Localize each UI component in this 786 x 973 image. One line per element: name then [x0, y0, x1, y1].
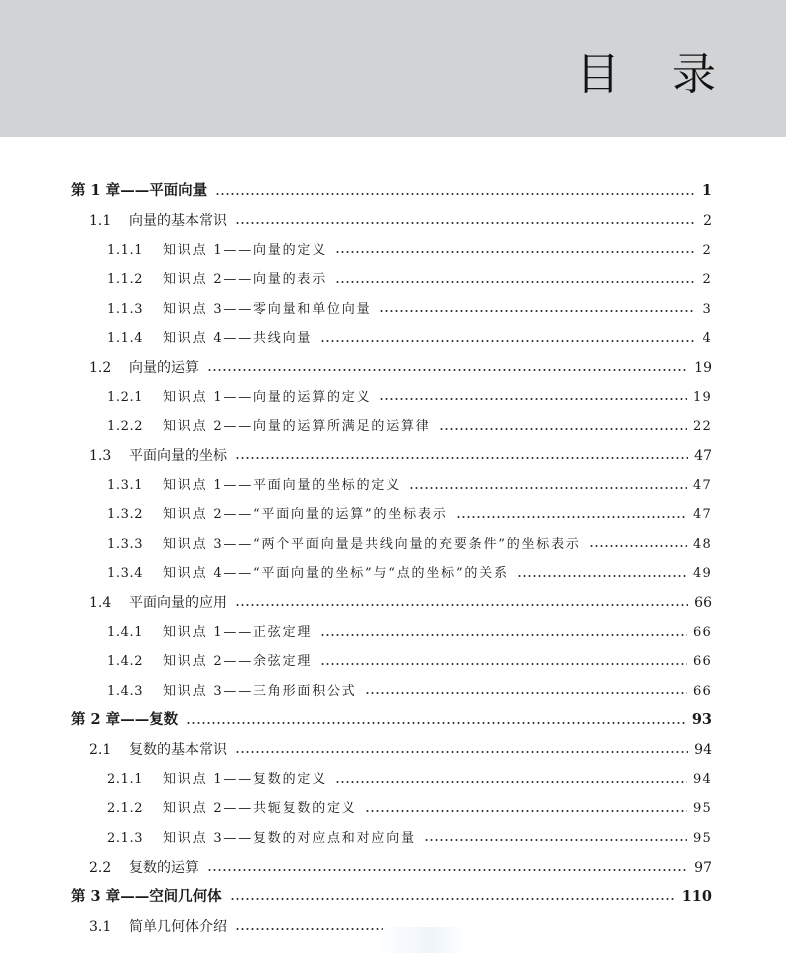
title-char-1: 目 [576, 49, 620, 100]
dot-leader [207, 869, 688, 871]
toc-entry-page: 2 [703, 212, 712, 229]
toc-entry-number: 1.4.3 [107, 683, 144, 699]
toc-entry-sub[interactable] [107, 500, 712, 529]
toc-entry-page: 66 [693, 625, 712, 640]
toc-entry-page: 2 [702, 272, 712, 288]
toc-entry-page: 48 [693, 536, 712, 552]
toc-entry-page: 66 [693, 683, 712, 699]
toc-entry-number: 1.1.2 [107, 272, 144, 288]
dot-leader [456, 516, 688, 518]
dot-leader [235, 222, 694, 224]
toc-entry-title: 平面向量的应用 [129, 595, 227, 612]
toc-entry-section[interactable] [89, 442, 712, 471]
toc-entry-sub[interactable] [107, 824, 712, 853]
toc-entry-sub[interactable] [107, 295, 712, 324]
toc-entry-page: 47 [693, 507, 712, 523]
dot-leader [186, 722, 686, 724]
toc-entry-number: 1.4.1 [107, 625, 144, 640]
toc-entry-title: 知识点 1——平面向量的坐标的定义 [163, 478, 402, 493]
toc-entry-page: 66 [694, 595, 712, 612]
toc-entry-sub[interactable] [107, 765, 712, 794]
toc-entry-page: 95 [693, 801, 712, 817]
page-title [576, 40, 716, 110]
toc-entry-page: 19 [693, 389, 712, 405]
toc-entry-number: 2.1.2 [107, 801, 144, 817]
toc-entry-title: ——平面向量 [120, 182, 208, 200]
toc-entry-section[interactable] [89, 853, 712, 882]
toc-entry-title: 知识点 1——复数的定义 [163, 772, 328, 787]
toc-entry-title: 知识点 3——“两个平面向量是共线向量的充要条件”的坐标表示 [163, 536, 581, 552]
dot-leader [589, 545, 687, 547]
toc-entry-page: 95 [693, 830, 712, 846]
toc-entry-page: 47 [693, 478, 712, 493]
toc-entry-page: 4 [702, 331, 712, 346]
toc-entry-page: 66 [693, 654, 712, 670]
toc-entry-page: 22 [693, 419, 712, 435]
toc-entry-section[interactable] [89, 589, 712, 618]
toc-entry-title: 知识点 3——复数的对应点和对应向量 [163, 830, 416, 846]
dot-leader [235, 928, 383, 930]
toc-entry-title: 知识点 1——正弦定理 [163, 625, 313, 640]
toc-entry-sub[interactable] [107, 265, 712, 294]
toc-entry-page: 1 [701, 182, 712, 200]
toc-entry-title: 知识点 2——余弦定理 [163, 654, 313, 670]
dot-leader [320, 340, 694, 342]
toc-entry-number: 1.1.4 [107, 331, 144, 346]
toc-entry-page: 94 [693, 772, 712, 787]
toc-entry-page: 47 [694, 448, 712, 465]
toc-entry-title: 知识点 3——零向量和单位向量 [163, 301, 372, 317]
toc-entry-number: 3.1 [89, 918, 112, 935]
toc-entry-sub[interactable] [107, 559, 712, 588]
toc-entry-number: 2.1 [89, 742, 112, 759]
title-char-2: 录 [672, 49, 716, 100]
toc-entry-sub[interactable] [107, 471, 712, 500]
toc-entry-sub[interactable] [107, 412, 712, 441]
dot-leader [335, 781, 687, 783]
toc-entry-chapter[interactable] [71, 706, 712, 735]
toc-entry-page: 19 [694, 359, 712, 376]
toc-entry-sub[interactable] [107, 324, 712, 353]
toc-entry-number: 1.3.3 [107, 536, 144, 552]
toc-entry-title: ——复数 [120, 711, 179, 729]
toc-entry-page: 97 [694, 859, 712, 876]
toc-entry-title: 知识点 4——共线向量 [163, 331, 313, 346]
toc-entry-page: 93 [691, 711, 712, 729]
toc-entry-sub[interactable] [107, 677, 712, 706]
toc-entry-title: 知识点 3——三角形面积公式 [163, 683, 357, 699]
toc-entry-title: 知识点 2——共轭复数的定义 [163, 801, 357, 817]
toc-entry-number: 2.1.1 [107, 772, 144, 787]
dot-leader [320, 663, 687, 665]
dot-leader [379, 398, 687, 400]
toc-entry-title: 知识点 4——“平面向量的坐标”与“点的坐标”的关系 [163, 566, 509, 582]
dot-leader [215, 193, 694, 195]
dot-leader [207, 369, 688, 371]
dot-leader [365, 692, 687, 694]
dot-leader [235, 457, 688, 459]
dot-leader [235, 751, 688, 753]
dot-leader [365, 810, 687, 812]
toc-entry-number: 第 1 章 [71, 182, 121, 200]
dot-leader [379, 310, 694, 312]
toc-entry-page: 49 [693, 566, 712, 582]
toc-entry-number: 第 3 章 [71, 887, 121, 905]
toc-entry-number: 第 2 章 [71, 711, 121, 729]
toc-entry-section[interactable] [89, 353, 712, 382]
toc-entry-number: 1.1.3 [107, 301, 144, 317]
toc-entry-section[interactable] [89, 736, 712, 765]
toc-entry-sub[interactable] [107, 647, 712, 676]
toc-entry-page: 3 [702, 301, 712, 317]
dot-leader [335, 251, 694, 253]
toc-entry-number: 1.2.2 [107, 419, 144, 435]
toc-entry-number: 1.1 [89, 212, 112, 229]
dot-leader [517, 575, 687, 577]
toc-entry-page: 94 [694, 742, 712, 759]
toc-entry-title: 知识点 2——向量的表示 [163, 272, 328, 288]
toc-entry-title: 复数的运算 [129, 859, 199, 876]
toc-entry-page: 2 [702, 242, 712, 258]
toc-entry-number: 1.4.2 [107, 654, 144, 670]
toc-entry-title: 知识点 1——向量的运算的定义 [163, 389, 372, 405]
toc-entry-number: 1.3.4 [107, 566, 144, 582]
toc-entry-chapter[interactable] [71, 177, 712, 206]
dot-leader [235, 604, 688, 606]
toc-entry-number: 1.2.1 [107, 389, 144, 405]
toc-entry-number: 1.2 [89, 359, 112, 376]
toc-entry-title: 简单几何体介绍 [129, 918, 227, 935]
toc-entry-sub[interactable] [107, 794, 712, 823]
toc-entry-chapter[interactable] [71, 883, 712, 912]
toc-entry-title: 向量的基本常识 [129, 212, 227, 229]
toc-entry-number: 1.1.1 [107, 242, 144, 258]
toc-entry-title: 知识点 2——向量的运算所满足的运算律 [163, 419, 431, 435]
dot-leader [409, 487, 687, 489]
dot-leader [230, 898, 676, 900]
toc-entry-title: 向量的运算 [129, 359, 199, 376]
toc-entry-title: ——空间几何体 [120, 887, 222, 905]
toc-entry-number: 1.4 [89, 595, 112, 612]
toc-entry-number: 1.3 [89, 448, 112, 465]
toc-entry-title: 知识点 2——“平面向量的运算”的坐标表示 [163, 507, 448, 523]
toc-entry-number: 1.3.2 [107, 507, 144, 523]
toc-entry-title: 平面向量的坐标 [129, 448, 227, 465]
toc-entry-title: 知识点 1——向量的定义 [163, 242, 328, 258]
toc-entry-page: 110 [681, 887, 712, 905]
toc-entry-sub[interactable] [107, 530, 712, 559]
toc-entry-section[interactable] [89, 206, 712, 235]
dot-leader [335, 281, 694, 283]
toc-entry-sub[interactable] [107, 383, 712, 412]
scan-fade [376, 927, 466, 953]
toc-entry-number: 2.2 [89, 859, 112, 876]
toc-entry-number: 1.3.1 [107, 478, 144, 493]
toc-entry-sub[interactable] [107, 236, 712, 265]
dot-leader [320, 634, 687, 636]
toc-entry-number: 2.1.3 [107, 830, 144, 846]
toc-entry-title: 复数的基本常识 [129, 742, 227, 759]
dot-leader [424, 839, 687, 841]
header-band [0, 0, 786, 137]
dot-leader [439, 428, 687, 430]
toc-entry-sub[interactable] [107, 618, 712, 647]
